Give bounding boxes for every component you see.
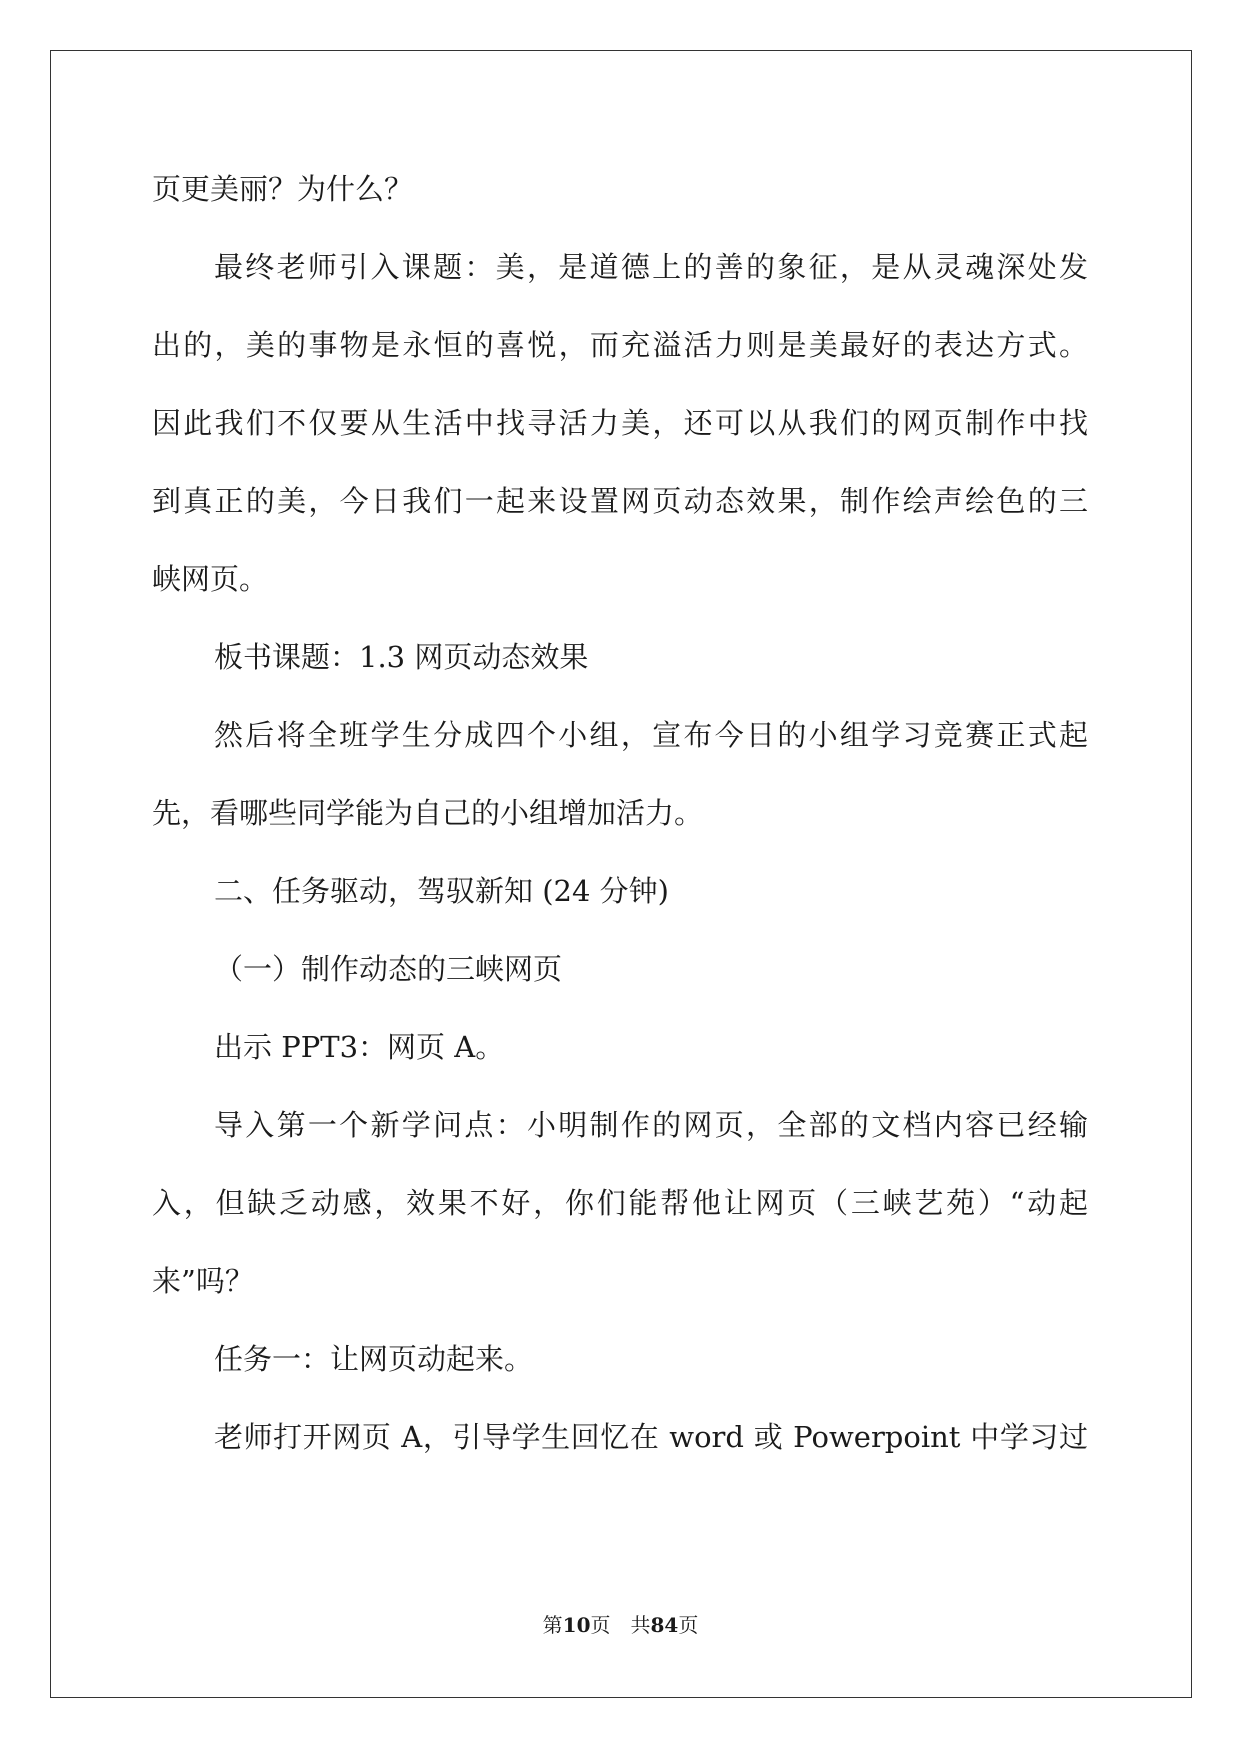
text-line: （一）制作动态的三峡网页 xyxy=(214,952,563,986)
text-line: 来”吗？ xyxy=(152,1264,254,1298)
text-line: 板书课题：1.3 网页动态效果 xyxy=(214,640,589,674)
text-line: 最终老师引入课题：美，是道德上的善的象征，是从灵魂深处发 xyxy=(214,250,1088,284)
text-line: 峡网页。 xyxy=(152,562,269,596)
page-footer xyxy=(0,1610,1241,1640)
total-suffix: 页 xyxy=(678,1613,699,1637)
text-line: 出的，美的事物是永恒的喜悦，而充溢活力则是美最好的表达方式。 xyxy=(152,328,1088,362)
text-line: 因此我们不仅要从生活中找寻活力美，还可以从我们的网页制作中找 xyxy=(152,406,1088,440)
text-line: 页更美丽？为什么？ xyxy=(152,172,414,206)
text-line: 老师打开网页 A，引导学生回忆在 word 或 Powerpoint 中学习过 xyxy=(214,1420,1088,1454)
text-line: 然后将全班学生分成四个小组，宣布今日的小组学习竞赛正式起 xyxy=(214,718,1088,752)
total-pages: 84 xyxy=(650,1613,679,1637)
text-line: 二、任务驱动，驾驭新知 (24 分钟) xyxy=(214,874,669,908)
page-suffix: 页 xyxy=(590,1613,611,1637)
page-number: 10 xyxy=(562,1613,591,1637)
document-body xyxy=(152,150,1088,1476)
text-line: 导入第一个新学问点：小明制作的网页，全部的文档内容已经输 xyxy=(214,1108,1088,1142)
total-prefix: 共 xyxy=(630,1613,651,1637)
text-line: 先，看哪些同学能为自己的小组增加活力。 xyxy=(152,796,704,830)
text-line: 出示 PPT3：网页 A。 xyxy=(214,1030,505,1064)
text-line: 入，但缺乏动感，效果不好，你们能帮他让网页（三峡艺苑）“动起 xyxy=(152,1186,1088,1220)
text-line: 任务一：让网页动起来。 xyxy=(214,1342,534,1376)
page-prefix: 第 xyxy=(542,1613,563,1637)
text-line: 到真正的美，今日我们一起来设置网页动态效果，制作绘声绘色的三 xyxy=(152,484,1088,518)
